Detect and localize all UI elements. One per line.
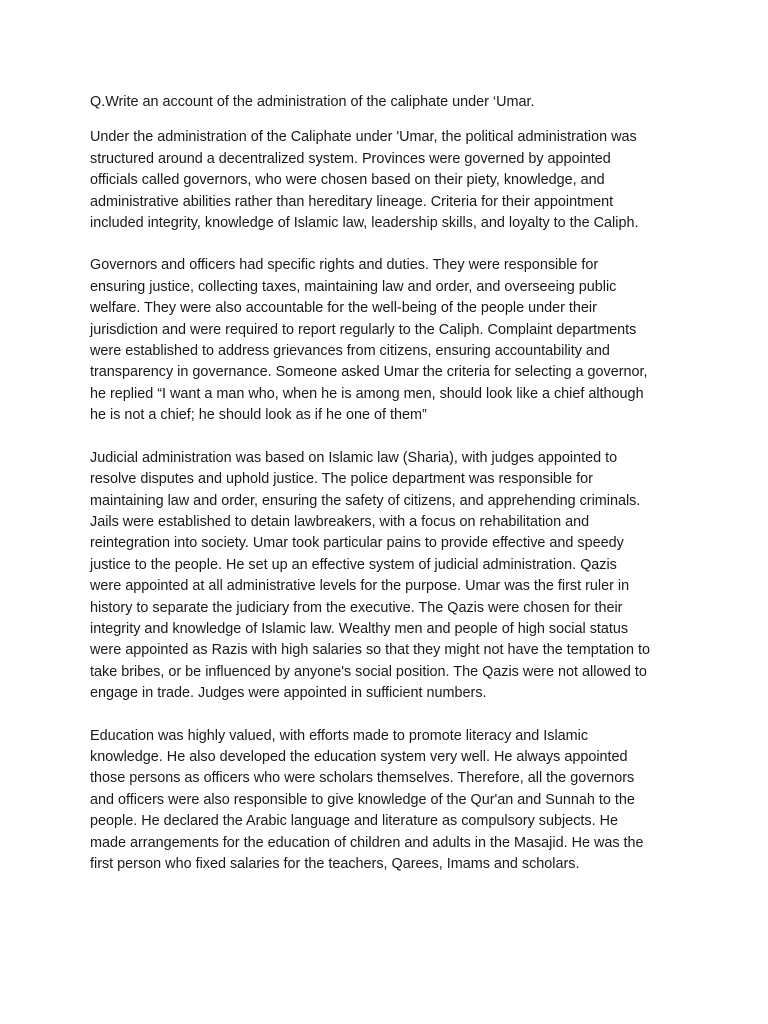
paragraph-line: and officers were also responsible to give knowledge of the Qur'an and Sunnah to the — [90, 791, 635, 808]
paragraph-line: reintegration into society. Umar took particular pains to provide effective and speedy — [90, 535, 624, 552]
paragraph-line: made arrangements for the education of children and adults in the Masajid. He was the — [90, 834, 644, 851]
paragraph-line: administrative abilities rather than hereditary lineage. Criteria for their appointment — [90, 193, 614, 210]
paragraph-line: he replied “I want a man who, when he is among men, should look like a chief although — [90, 385, 644, 402]
paragraph-line: transparency in governance. Someone asked Umar the criteria for selecting a governor, — [90, 364, 648, 381]
paragraph-line: were appointed at all administrative levels for the purpose. Umar was the first ruler in — [90, 578, 630, 595]
paragraph-line: jurisdiction and were required to report regularly to the Caliph. Complaint departments — [90, 321, 637, 338]
paragraph — [90, 255, 690, 426]
paragraph-line: were appointed as Razis with high salaries so that they might not have the temptation to — [90, 642, 650, 659]
paragraph-line: those persons as officers who were scholars themselves. Therefore, all the governors — [90, 770, 635, 787]
paragraph-line: integrity and knowledge of Islamic law. Wealthy men and people of high social status — [90, 620, 629, 637]
paragraph-line: justice to the people. He set up an effective system of judicial administration. Qazis — [90, 556, 617, 573]
paragraph — [90, 726, 690, 876]
paragraph-line: welfare. They were also accountable for the well-being of the people under their — [90, 300, 597, 317]
paragraph-line: he is not a chief; he should look as if he one of them” — [90, 407, 427, 424]
paragraph-line: Governors and officers had specific rights and duties. They were responsible for — [90, 257, 599, 274]
paragraph-line: were established to address grievances from citizens, ensuring accountability and — [90, 343, 610, 360]
paragraph-line: maintaining law and order, ensuring the safety of citizens, and apprehending criminals. — [90, 492, 641, 509]
paragraph-line: history to separate the judiciary from the executive. The Qazis were chosen for their — [90, 599, 623, 616]
paragraph — [90, 448, 690, 705]
paragraph-line: engage in trade. Judges were appointed in sufficient numbers. — [90, 685, 487, 702]
document-body — [90, 92, 690, 896]
paragraph-line: Under the administration of the Caliphate under 'Umar, the political administration was — [90, 129, 637, 146]
paragraph-line: officials called governors, who were chosen based on their piety, knowledge, and — [90, 172, 605, 189]
paragraph-line: Jails were established to detain lawbreakers, with a focus on rehabilitation and — [90, 513, 590, 530]
paragraph-line: structured around a decentralized system. Provinces were governed by appointed — [90, 150, 611, 167]
paragraph-line: knowledge. He also developed the education system very well. He always appointed — [90, 748, 628, 765]
paragraph-line: ensuring justice, collecting taxes, maintaining law and order, and overseeing public — [90, 278, 617, 295]
paragraph-line: included integrity, knowledge of Islamic law, leadership skills, and loyalty to the Caliph. — [90, 215, 639, 232]
paragraphs-container — [90, 127, 690, 875]
paragraph-line: Judicial administration was based on Islamic law (Sharia), with judges appointed to — [90, 449, 618, 466]
paragraph — [90, 127, 690, 234]
paragraph-line: first person who fixed salaries for the teachers, Qarees, Imams and scholars. — [90, 856, 580, 872]
paragraph-line: people. He declared the Arabic language and literature as compulsory subjects. He — [90, 813, 618, 830]
paragraph-line: Education was highly valued, with efforts made to promote literacy and Islamic — [90, 727, 589, 744]
paragraph-line: take bribes, or be influenced by anyone's social position. The Qazis were not allowed to — [90, 663, 647, 680]
paragraph-line: resolve disputes and uphold justice. The police department was responsible for — [90, 471, 593, 488]
question-heading: Q.Write an account of the administration of the caliphate under ‘Umar. — [90, 94, 535, 110]
